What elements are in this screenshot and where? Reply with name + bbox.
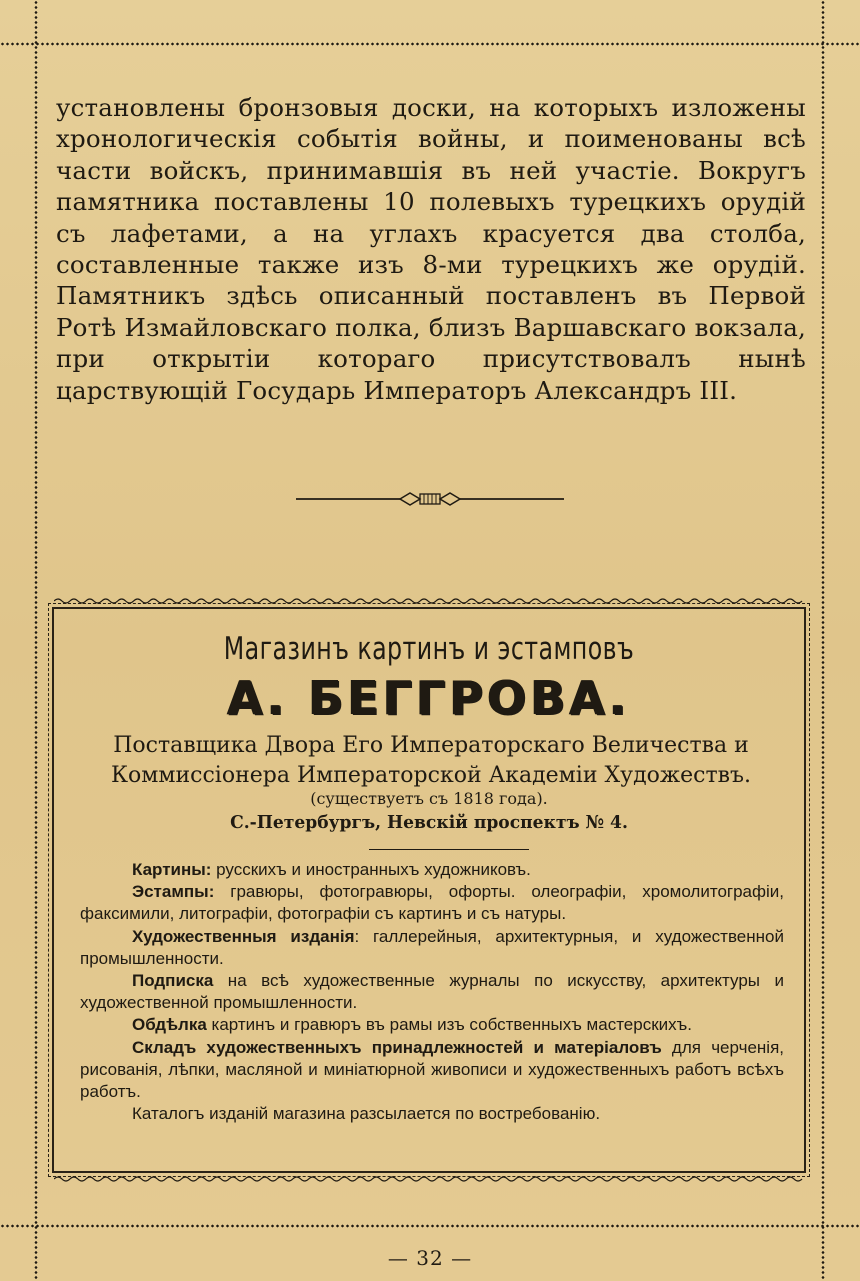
ad-item (80, 970, 784, 1014)
wave-border-bottom-icon (54, 1175, 804, 1183)
ad-item-label: Картины: (132, 860, 212, 879)
ad-title: Магазинъ картинъ и эстамповъ (223, 631, 635, 667)
ad-item (80, 881, 784, 925)
ad-item-text: русскихъ и иностранныхъ художниковъ. (211, 860, 531, 879)
ad-item-text: : галлерейныя, архитектурныя, и художественной промышленности. (80, 926, 784, 968)
ad-item-text: на всѣ художественные журналы по искусству, архитектуры и художественной промышленности. (80, 971, 784, 1013)
ad-item-label: Художественныя изданія (132, 926, 355, 946)
ornament-divider-icon (296, 487, 564, 511)
ad-item-text: гравюры, фотогравюры, офорты. олеографіи, хромолитографіи, факсимили, литографіи, фотографіи съ картинъ и съ натуры. (80, 882, 784, 924)
ad-item-text: для черченія, рисованія, лѣпки, масляной и миніатюрной живописи и художественныхъ работъ всѣхъ работъ. (80, 1037, 784, 1102)
ad-item-label: Эстампы: (132, 882, 215, 902)
ad-address: С.-Петербургъ, Невскій проспектъ № 4. (230, 812, 628, 833)
ad-item-text: картинъ и гравюръ въ рамы изъ собственныхъ мастерскихъ. (206, 1015, 692, 1035)
page-number: — 32 — (387, 1246, 473, 1270)
ad-item-label: Складъ художественныхъ принадлежностей и матеріаловъ (132, 1037, 662, 1057)
ad-established: (существуетъ съ 1818 года). (310, 789, 548, 808)
ad-item-label: Подписка (132, 971, 214, 991)
bottom-dotted-border (0, 1224, 860, 1228)
ad-items-list (80, 859, 784, 1125)
ad-merchant-name: А. БЕГГРОВА. (227, 671, 631, 725)
ad-item (80, 859, 784, 881)
ad-item-label: Обдѣлка (132, 1015, 207, 1035)
top-dotted-border (0, 42, 860, 46)
body-text-block (56, 92, 806, 406)
right-dotted-border (821, 0, 825, 1281)
body-paragraph: установлены бронзовыя доски, на которыхъ изложены хронологическія событія войны, и поименованы всѣ части войскъ, принимавшія въ ней участіе. Вокругъ памятника поставлены 10 полевыхъ турецкихъ орудій съ лафетами, а на углахъ красуется два столба, составленные также изъ 8-ми турецкихъ же орудій. Памятникъ здѣсь описанный поставленъ въ Первой Ротѣ Измайловскаго полка, близъ Варшавскаго вокзала, при открытіи котораго присутствовалъ нынѣ царствующій Государь Императоръ Александръ III. (56, 93, 806, 405)
ad-item (80, 1103, 784, 1125)
ad-subtitle: Поставщика Двора Его Императорскаго Величества и Коммиссіонера Императорской Академіи Художествъ. (110, 733, 752, 788)
ad-item-text: Каталогъ изданій магазина разсылается по востребованію. (132, 1104, 601, 1124)
ad-item (80, 926, 784, 970)
ad-item (80, 1037, 784, 1104)
wave-border-top-icon (54, 597, 804, 605)
ad-item (80, 1014, 784, 1036)
ad-divider-rule (369, 849, 529, 850)
left-dotted-border (34, 0, 38, 1281)
advertisement-box (52, 607, 806, 1173)
